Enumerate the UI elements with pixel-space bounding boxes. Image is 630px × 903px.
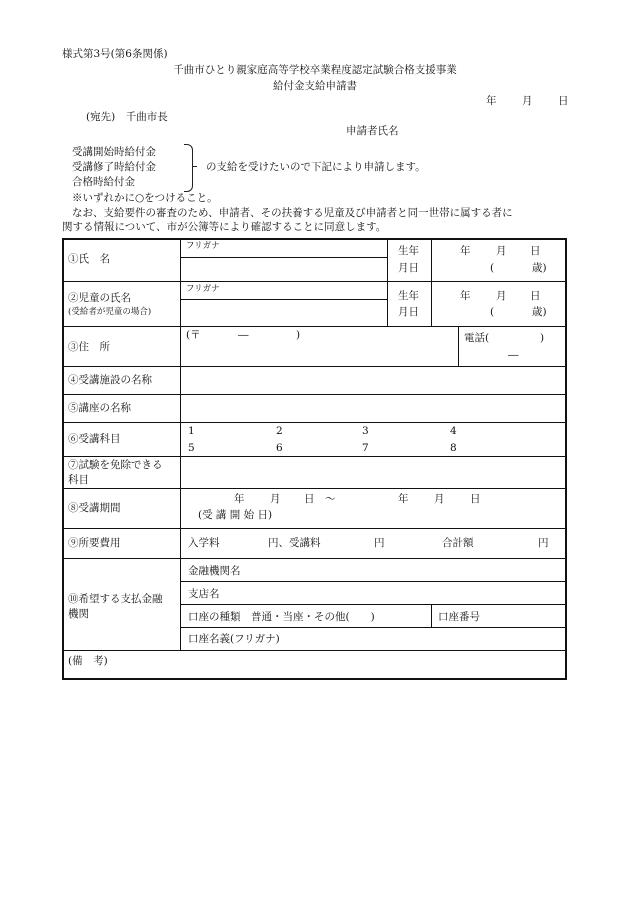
birth-year: 年: [460, 245, 471, 257]
birth-label-2: 月日: [398, 262, 419, 274]
address-label: ③住 所: [68, 341, 110, 353]
period-month-1: 月: [270, 493, 281, 505]
subject-number-3: 3: [362, 425, 369, 437]
applicant-name-label: 申請者氏名: [346, 125, 399, 137]
bank-label-2: 機関: [68, 608, 89, 620]
birth-value-divider: [431, 238, 432, 326]
postal-dash: ―: [238, 329, 249, 341]
bank-label-1: ⑩希望する支払金融: [68, 593, 163, 605]
furigana-divider: [180, 299, 387, 300]
child-birth-day: 日: [530, 290, 541, 302]
child-birth-year: 年: [460, 290, 471, 302]
row-divider: [62, 281, 567, 282]
period-year-1: 年: [234, 493, 245, 505]
circle-note: ※いずれかに○をつけること。: [72, 192, 218, 204]
subject-number-4: 4: [450, 425, 457, 437]
grant-request-text: の支給を受けたいので下記により申請します。: [206, 161, 426, 173]
exempt-label-2: 科目: [68, 474, 89, 486]
account-holder-label: 口座名義(フリガナ): [188, 633, 280, 645]
subject-number-5: 5: [188, 442, 195, 454]
postal-open: (〒: [186, 329, 201, 341]
period-month-2: 月: [434, 493, 445, 505]
phone-label: 電話(: [464, 332, 490, 344]
child-birth-label-2: 月日: [398, 306, 419, 318]
tuition-label: 円、受講料: [268, 537, 321, 549]
name-label: ①氏 名: [68, 253, 110, 265]
child-birth-month: 月: [496, 290, 507, 302]
subject-number-6: 6: [276, 442, 283, 454]
branch-name-label: 支店名: [188, 588, 220, 600]
date-month: 月: [522, 95, 533, 107]
row-divider: [62, 456, 567, 457]
grant-type-bracket: [184, 144, 193, 192]
subject-number-7: 7: [362, 442, 369, 454]
course-label: ⑤講座の名称: [68, 402, 131, 414]
facility-label: ④受講施設の名称: [68, 374, 152, 386]
furigana-divider: [180, 257, 387, 258]
tuition-yen: 円: [374, 537, 385, 549]
total-label: 合計額: [442, 537, 474, 549]
subject-number-1: 1: [188, 425, 195, 437]
account-type-label: 口座の種類 普通・当座・その他( ): [188, 611, 375, 623]
row-divider: [62, 650, 567, 651]
addressee: (宛先) 千曲市長: [86, 111, 168, 123]
phone-dash: ―: [508, 349, 519, 361]
cost-label: ⑨所要費用: [68, 537, 121, 549]
age-open: (: [490, 262, 495, 274]
row-divider: [62, 558, 567, 559]
grant-type-pass: 合格時給付金: [72, 176, 135, 188]
bank-name-label: 金融機関名: [188, 565, 241, 577]
birth-month: 月: [496, 245, 507, 257]
child-furigana-label: フリガナ: [186, 284, 220, 294]
date-day: 日: [558, 95, 569, 107]
account-number-label: 口座番号: [438, 611, 480, 623]
birth-day: 日: [530, 245, 541, 257]
form-number: 様式第3号(第6条関係): [62, 48, 168, 60]
period-day-1: 日 ～: [304, 493, 336, 505]
subject-number-2: 2: [276, 425, 283, 437]
grant-type-start: 受講開始時給付金: [72, 146, 156, 158]
total-yen: 円: [538, 537, 549, 549]
name-furigana-label: フリガナ: [186, 241, 220, 251]
subjects-label: ⑥受講科目: [68, 433, 121, 445]
entrance-fee-label: 入学料: [188, 537, 220, 549]
form-title: 千曲市ひとり親家庭高等学校卒業程度認定試験合格支援事業: [173, 64, 457, 76]
row-divider: [62, 326, 567, 327]
period-day-2: 日: [470, 493, 481, 505]
postal-close: ): [296, 329, 301, 341]
phone-close: ): [540, 332, 545, 344]
age-close: 歳): [532, 262, 547, 274]
consent-line-2: 関する情報について、市が公簿等により確認することに同意します。: [62, 221, 387, 233]
period-year-2: 年: [398, 493, 409, 505]
grant-type-completion: 受講修了時給付金: [72, 161, 156, 173]
bank-row-divider: [180, 581, 567, 582]
bank-row-divider: [180, 604, 567, 605]
exempt-label-1: ⑦試験を免除できる: [68, 459, 163, 471]
child-age-open: (: [490, 306, 495, 318]
row-divider: [62, 394, 567, 395]
phone-divider: [458, 326, 459, 366]
child-birth-label-1: 生年: [398, 290, 419, 302]
row-divider: [62, 366, 567, 367]
birth-label-divider: [387, 238, 388, 326]
child-age-close: 歳): [532, 306, 547, 318]
remarks-label: (備 考): [68, 655, 108, 667]
label-column-divider: [180, 238, 181, 650]
account-number-divider: [431, 604, 432, 627]
bank-row-divider: [180, 627, 567, 628]
date-year: 年: [486, 95, 497, 107]
child-name-label: ②児童の氏名: [68, 292, 131, 304]
row-divider: [62, 488, 567, 489]
subject-number-8: 8: [450, 442, 457, 454]
period-label: ⑧受講期間: [68, 502, 121, 514]
birth-label-1: 生年: [398, 245, 419, 257]
child-name-note: (受給者が児童の場合): [68, 307, 152, 317]
form-subtitle: 給付金支給申請書: [273, 80, 357, 92]
period-start-note: (受 講 開 始 日): [198, 509, 273, 521]
row-divider: [62, 422, 567, 423]
row-divider: [62, 528, 567, 529]
grant-type-bracket-tip: [192, 166, 197, 167]
consent-line-1: なお、支給要件の審査のため、申請者、その扶養する児童及び申請者と同一世帯に属する者に: [72, 207, 513, 219]
